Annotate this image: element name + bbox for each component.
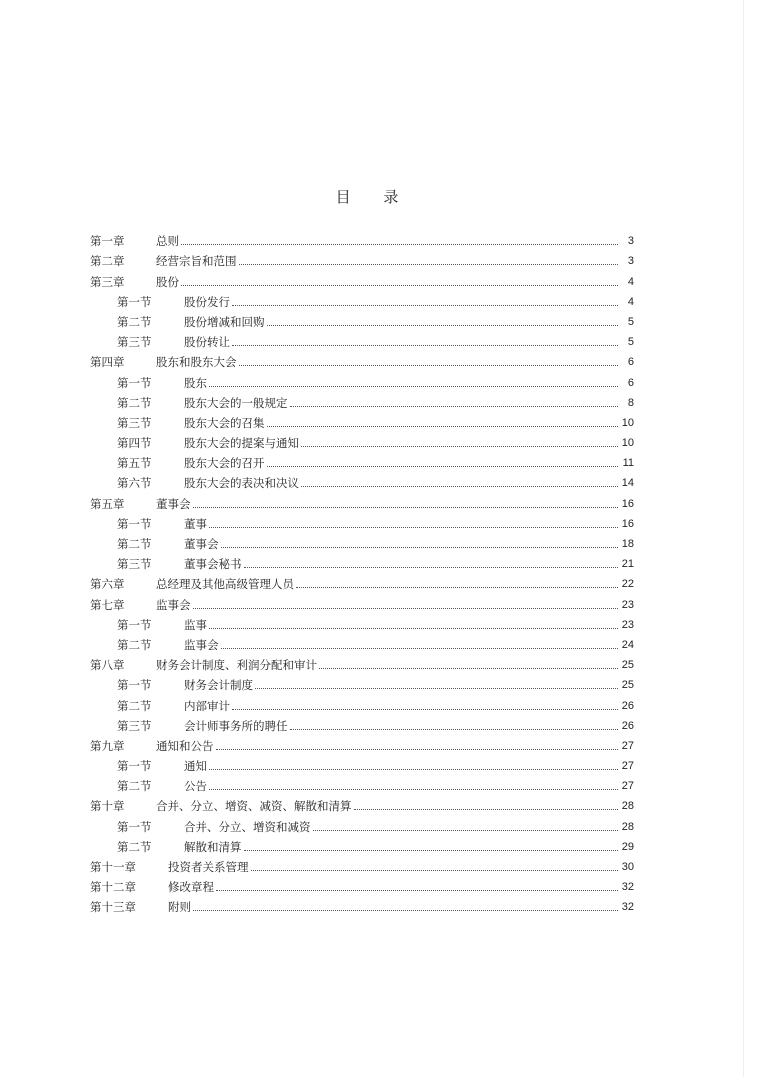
toc-entry-label: 第一节 <box>117 617 152 632</box>
toc-entry-label: 第四节 <box>117 436 152 451</box>
toc-page-number: 3 <box>627 235 634 248</box>
toc-entry-title: 董事会秘书 <box>184 557 242 572</box>
toc-section-entry[interactable] <box>90 309 634 329</box>
toc-entry-label: 第五节 <box>117 456 152 471</box>
toc-page-number: 24 <box>621 638 634 651</box>
toc-chapter-entry[interactable] <box>90 228 634 248</box>
toc-page-number: 27 <box>621 739 634 752</box>
toc-entry-title: 监事 <box>184 617 207 632</box>
toc-dot-leader <box>267 425 619 427</box>
toc-page-number: 5 <box>627 336 634 349</box>
toc-page-number: 32 <box>621 881 634 894</box>
toc-section-entry[interactable] <box>90 813 634 833</box>
toc-page-number: 3 <box>627 255 634 268</box>
toc-section-entry[interactable] <box>90 430 634 450</box>
toc-dot-leader <box>232 304 618 306</box>
toc-entry-title: 股东 <box>184 375 207 390</box>
toc-dot-leader <box>267 324 619 326</box>
toc-section-entry[interactable] <box>90 753 634 773</box>
toc-dot-leader <box>209 526 618 528</box>
toc-page-number: 23 <box>621 618 634 631</box>
toc-section-entry[interactable] <box>90 369 634 389</box>
toc-entry-title: 会计师事务所的聘任 <box>184 718 288 733</box>
toc-page-number: 4 <box>627 295 634 308</box>
toc-entry-label: 第七章 <box>90 597 125 612</box>
toc-dot-leader <box>209 788 618 790</box>
toc-page-number: 22 <box>621 578 634 591</box>
toc-entry-label: 第三节 <box>117 718 152 733</box>
toc-chapter-entry[interactable] <box>90 894 634 914</box>
toc-entry-title: 监事会 <box>184 637 219 652</box>
toc-title: 目 录 <box>335 188 413 206</box>
toc-dot-leader <box>296 586 618 588</box>
toc-page-number: 26 <box>621 699 634 712</box>
toc-dot-leader <box>193 607 619 609</box>
toc-entry-label: 第二节 <box>117 698 152 713</box>
toc-entry-label: 第一节 <box>117 375 152 390</box>
toc-entry-title: 股东大会的表决和决议 <box>184 476 299 491</box>
toc-section-entry[interactable] <box>90 390 634 410</box>
toc-entry-label: 第三节 <box>117 557 152 572</box>
toc-dot-leader <box>255 687 618 689</box>
toc-chapter-entry[interactable] <box>90 571 634 591</box>
toc-entry-title: 股东大会的召集 <box>184 415 265 430</box>
toc-dot-leader <box>209 627 618 629</box>
toc-chapter-entry[interactable] <box>90 793 634 813</box>
toc-page-number: 27 <box>621 760 634 773</box>
toc-entry-label: 第一节 <box>117 294 152 309</box>
toc-entry-label: 第六节 <box>117 476 152 491</box>
toc-section-entry[interactable] <box>90 713 634 733</box>
toc-entry-title: 股份发行 <box>184 294 230 309</box>
toc-entry-label: 第三节 <box>117 335 152 350</box>
toc-dot-leader <box>244 566 619 568</box>
toc-entry-title: 投资者关系管理 <box>168 860 249 874</box>
toc-entry-label: 第一节 <box>117 759 152 774</box>
toc-entry-label: 第六章 <box>90 577 125 592</box>
toc-page-number: 6 <box>627 376 634 389</box>
toc-entry-label: 第二节 <box>117 537 152 551</box>
toc-page-number: 32 <box>621 901 634 914</box>
toc-dot-leader <box>244 849 619 851</box>
toc-entry-label: 第九章 <box>90 738 125 753</box>
toc-entry-title: 股份转让 <box>184 335 230 350</box>
toc-chapter-entry[interactable] <box>90 733 634 753</box>
toc-entry-title: 股东大会的提案与通知 <box>184 436 299 451</box>
toc-entry-label: 第三节 <box>117 415 152 430</box>
toc-section-entry[interactable] <box>90 470 634 490</box>
toc-page-number: 6 <box>627 356 634 369</box>
toc-entry-title: 通知 <box>184 759 207 774</box>
table-of-contents <box>90 228 634 914</box>
toc-section-entry[interactable] <box>90 551 634 571</box>
toc-entry-title: 合并、分立、增资和减资 <box>184 819 311 834</box>
toc-dot-leader <box>267 465 619 467</box>
toc-chapter-entry[interactable] <box>90 874 634 894</box>
toc-entry-label: 第二章 <box>90 254 125 269</box>
toc-dot-leader <box>193 506 619 508</box>
toc-page-number: 16 <box>621 517 634 530</box>
toc-entry-title: 董事会 <box>184 537 219 551</box>
toc-dot-leader <box>221 647 619 649</box>
toc-chapter-entry[interactable] <box>90 652 634 672</box>
toc-entry-title: 附则 <box>168 900 191 915</box>
toc-dot-leader <box>216 748 619 750</box>
toc-dot-leader <box>239 364 619 366</box>
toc-section-entry[interactable] <box>90 289 634 309</box>
toc-entry-label: 第一节 <box>117 678 152 693</box>
toc-section-entry[interactable] <box>90 531 634 551</box>
toc-dot-leader <box>193 909 618 911</box>
toc-chapter-entry[interactable] <box>90 854 634 874</box>
toc-dot-leader <box>232 344 618 346</box>
toc-entry-label: 第五章 <box>90 496 125 511</box>
toc-entry-title: 财务会计制度 <box>184 678 253 693</box>
toc-page-number: 27 <box>621 780 634 793</box>
toc-entry-title: 股份 <box>156 274 179 289</box>
toc-chapter-entry[interactable] <box>90 268 634 288</box>
toc-entry-label: 第一节 <box>117 819 152 834</box>
toc-page-number: 18 <box>621 538 634 550</box>
toc-page-number: 21 <box>621 558 634 571</box>
toc-page-number: 10 <box>621 416 634 429</box>
toc-dot-leader <box>301 445 618 447</box>
toc-entry-title: 总则 <box>156 234 179 249</box>
toc-dot-leader <box>209 385 618 387</box>
toc-section-entry[interactable] <box>90 773 634 793</box>
toc-section-entry[interactable] <box>90 672 634 692</box>
toc-dot-leader <box>239 263 619 265</box>
toc-page-number: 25 <box>621 679 634 692</box>
toc-entry-label: 第一章 <box>90 234 125 249</box>
toc-entry-label: 第三章 <box>90 274 125 289</box>
toc-entry-label: 第二节 <box>117 779 152 794</box>
toc-page-number: 28 <box>621 800 634 813</box>
toc-entry-label: 第八章 <box>90 658 125 673</box>
toc-dot-leader <box>251 869 619 871</box>
toc-entry-label: 第十章 <box>90 799 125 814</box>
toc-entry-title: 股东大会的召开 <box>184 456 265 471</box>
toc-entry-label: 第二节 <box>117 395 152 410</box>
toc-page-number: 26 <box>621 719 634 732</box>
toc-chapter-entry[interactable] <box>90 490 634 510</box>
toc-dot-leader <box>319 667 618 669</box>
toc-page-number: 5 <box>627 315 634 328</box>
toc-entry-title: 股份增减和回购 <box>184 314 265 329</box>
toc-section-entry[interactable] <box>90 692 634 712</box>
toc-dot-leader <box>216 889 618 891</box>
toc-entry-title: 经营宗旨和范围 <box>156 254 237 269</box>
toc-entry-title: 股东大会的一般规定 <box>184 395 288 410</box>
toc-dot-leader <box>290 405 619 407</box>
toc-page-number: 25 <box>621 659 634 672</box>
toc-page-number: 16 <box>621 497 634 510</box>
toc-page-number: 8 <box>627 396 634 409</box>
toc-page-number: 29 <box>621 840 634 853</box>
toc-page-number: 28 <box>621 820 634 833</box>
toc-entry-label: 第一节 <box>117 516 152 531</box>
toc-dot-leader <box>209 768 618 770</box>
toc-page-number: 14 <box>621 477 634 490</box>
toc-entry-title: 合并、分立、增资、减资、解散和清算 <box>156 799 352 814</box>
toc-dot-leader <box>290 728 619 730</box>
toc-entry-label: 第二节 <box>117 839 152 854</box>
toc-page-number: 4 <box>627 275 634 288</box>
toc-entry-title: 总经理及其他高级管理人员 <box>156 577 294 592</box>
toc-entry-title: 董事 <box>184 516 207 531</box>
toc-chapter-entry[interactable] <box>90 591 634 611</box>
toc-page-number: 30 <box>621 861 634 873</box>
toc-entry-label: 第二节 <box>117 637 152 652</box>
toc-entry-label: 第四章 <box>90 355 125 370</box>
toc-chapter-entry[interactable] <box>90 248 634 268</box>
toc-entry-title: 解散和清算 <box>184 839 242 854</box>
toc-dot-leader <box>221 546 619 548</box>
toc-entry-label: 第二节 <box>117 314 152 329</box>
toc-section-entry[interactable] <box>90 834 634 854</box>
toc-entry-label: 第十一章 <box>90 860 136 874</box>
toc-dot-leader <box>181 284 618 286</box>
toc-page-number: 10 <box>621 437 634 450</box>
toc-dot-leader <box>181 243 618 245</box>
toc-entry-title: 通知和公告 <box>156 738 214 753</box>
toc-section-entry[interactable] <box>90 632 634 652</box>
toc-entry-title: 公告 <box>184 779 207 794</box>
toc-entry-title: 股东和股东大会 <box>156 355 237 370</box>
toc-entry-title: 修改章程 <box>168 880 214 895</box>
toc-dot-leader <box>301 485 618 487</box>
toc-entry-title: 内部审计 <box>184 698 230 713</box>
toc-section-entry[interactable] <box>90 329 634 349</box>
toc-section-entry[interactable] <box>90 450 634 470</box>
toc-entry-label: 第十三章 <box>90 900 136 915</box>
toc-dot-leader <box>313 829 619 831</box>
toc-page-number: 23 <box>621 598 634 611</box>
page-edge-line <box>743 0 744 1077</box>
toc-dot-leader <box>232 708 618 710</box>
toc-section-entry[interactable] <box>90 511 634 531</box>
toc-section-entry[interactable] <box>90 410 634 430</box>
toc-dot-leader <box>354 808 619 810</box>
toc-entry-title: 监事会 <box>156 597 191 612</box>
toc-page-number: 11 <box>622 457 634 470</box>
toc-entry-title: 董事会 <box>156 496 191 511</box>
toc-chapter-entry[interactable] <box>90 349 634 369</box>
toc-section-entry[interactable] <box>90 612 634 632</box>
toc-entry-title: 财务会计制度、利润分配和审计 <box>156 658 317 673</box>
toc-entry-label: 第十二章 <box>90 880 136 895</box>
